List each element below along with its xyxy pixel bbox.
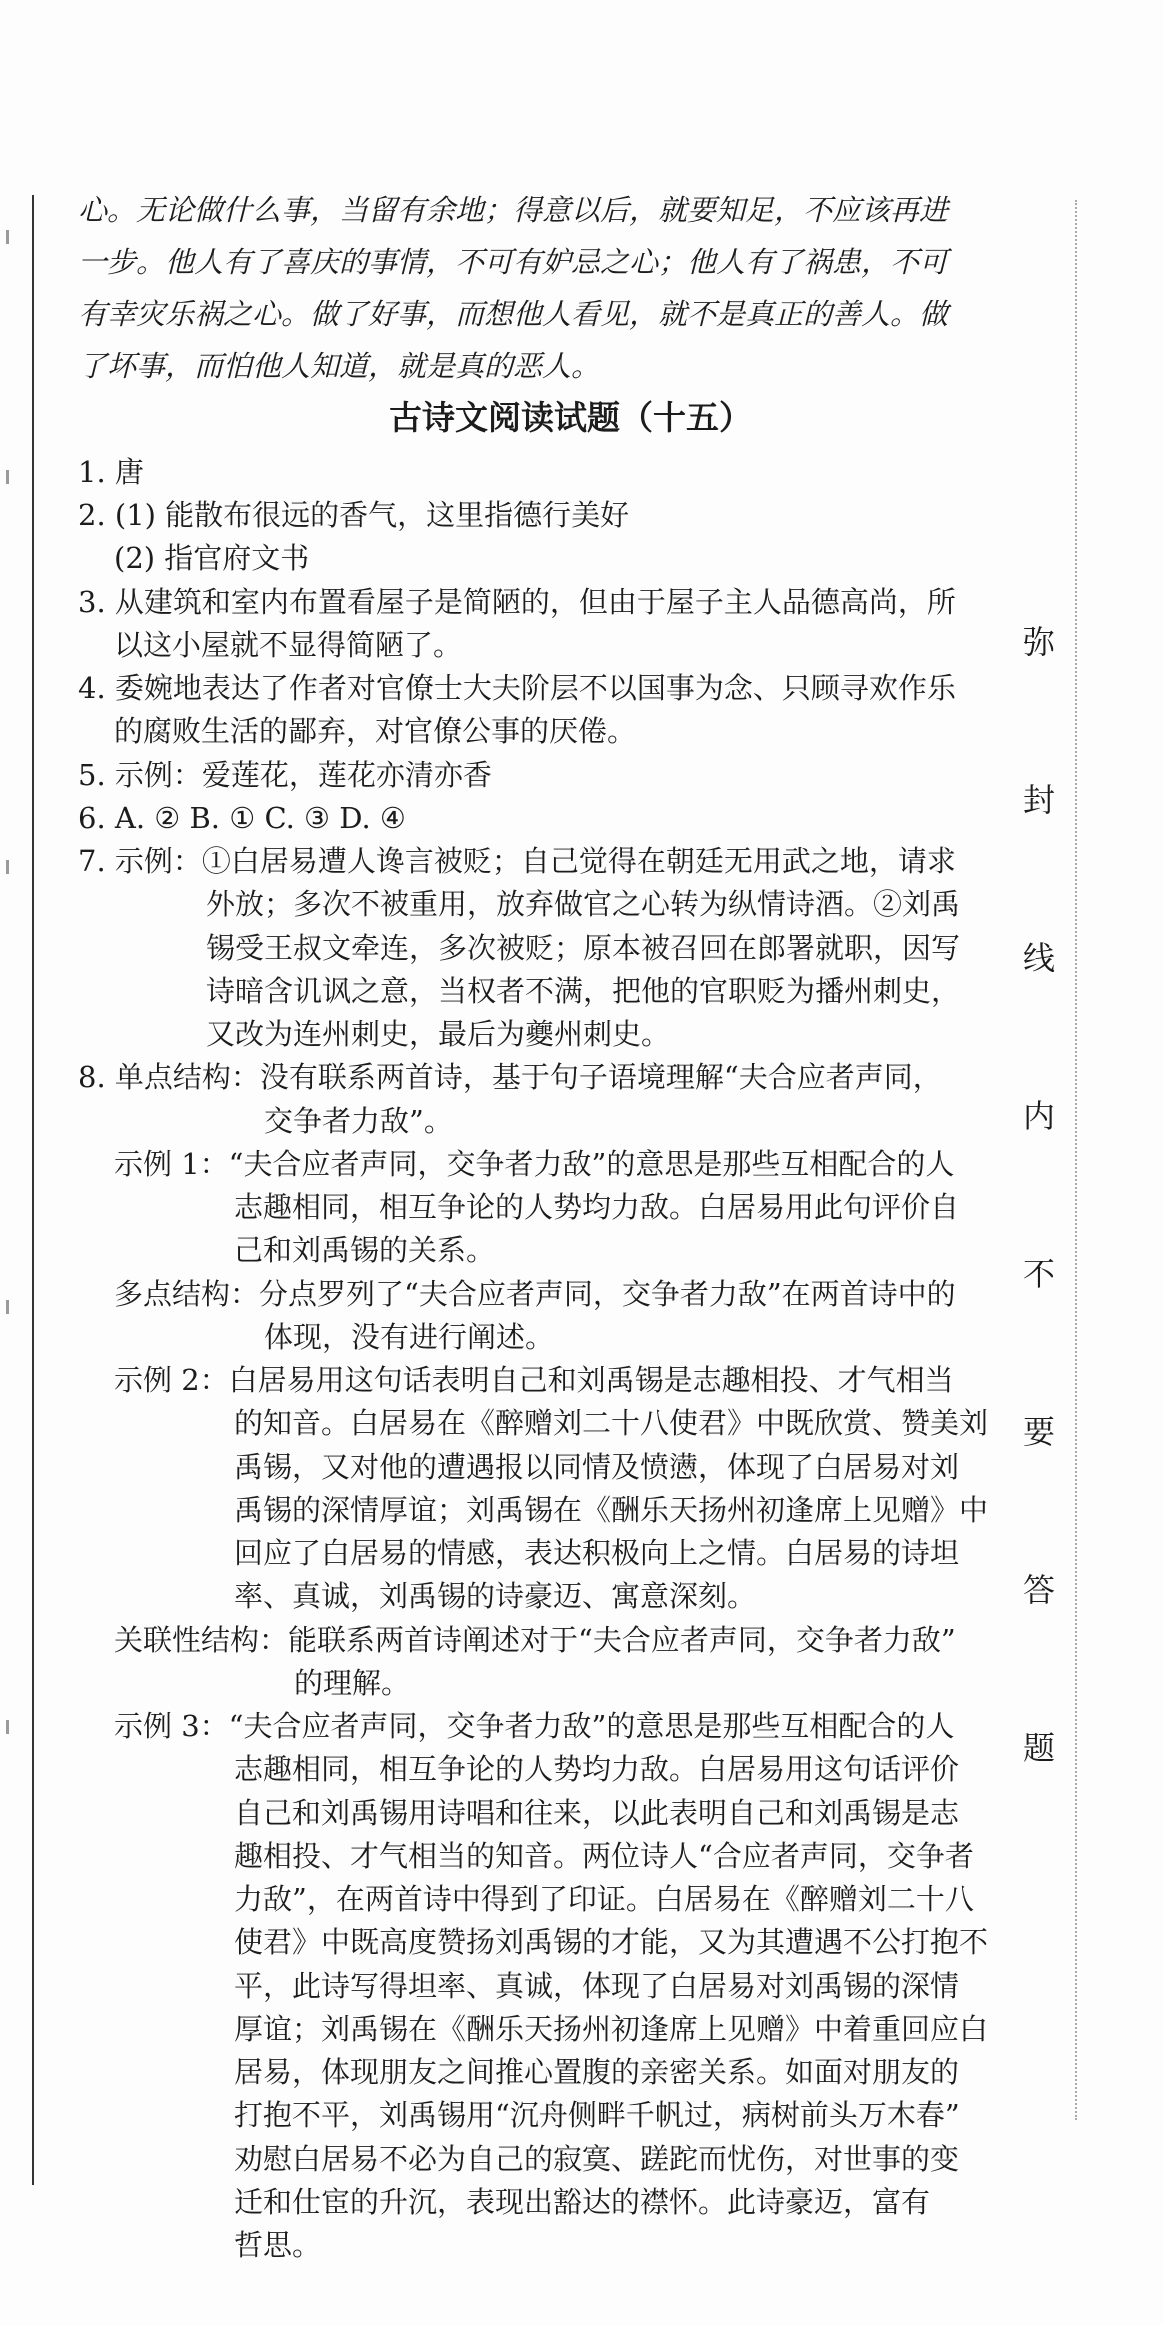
answer-line: 示例 2：白居易用这句话表明自己和刘禹锡是志趣相投、才气相当 [114, 1363, 954, 1398]
answer-line: 锡受王叔文牵连，多次被贬；原本被召回在郎署就职，因写 [206, 930, 961, 965]
seal-char: 题 [1022, 1729, 1055, 1767]
answer-line: 打抱不平，刘禹锡用“沉舟侧畔千帆过，病树前头万木春” [234, 2098, 960, 2133]
answer-line: 的腐败生活的鄙弃，对官僚公事的厌倦。 [114, 714, 637, 749]
answer-line: 志趣相同，相互争论的人势均力敌。白居易用这句话评价 [234, 1752, 960, 1787]
seal-char: 内 [1022, 1097, 1055, 1135]
answer-line: 体现，没有进行阐述。 [264, 1319, 555, 1354]
answer-line: 5. 示例：爱莲花，莲花亦清亦香 [78, 757, 492, 792]
answer-line: 又改为连州刺史，最后为夔州刺史。 [206, 1017, 671, 1052]
answer-line: 趣相投、才气相当的知音。两位诗人“合应者声同，交争者 [234, 1838, 974, 1873]
answer-line: 4. 委婉地表达了作者对官僚士大夫阶层不以国事为念、只顾寻欢作乐 [78, 671, 956, 706]
answer-line: 7. 示例：①白居易遭人谗言被贬；自己觉得在朝廷无用武之地，请求 [78, 844, 956, 879]
answer-line: 1. 唐 [78, 455, 144, 489]
answer-line: 诗暗含讥讽之意，当权者不满，把他的官职贬为播州刺史， [206, 973, 961, 1008]
answer-line: 自己和刘禹锡用诗唱和往来，以此表明自己和刘禹锡是志 [234, 1795, 960, 1830]
answer-line: 关联性结构：能联系两首诗阐述对于“夫合应者声同，交争者力敌” [114, 1622, 956, 1657]
answer-line: 8. 单点结构：没有联系两首诗，基于句子语境理解“夫合应者声同， [78, 1060, 942, 1095]
left-margin-tick [6, 230, 9, 244]
answer-line: 多点结构：分点罗列了“夫合应者声同，交争者力敌”在两首诗中的 [114, 1276, 956, 1311]
answer-line: 交争者力敌”。 [264, 1103, 453, 1138]
answer-line: 己和刘禹锡的关系。 [234, 1233, 496, 1268]
answer-line: (2) 指官府文书 [114, 541, 310, 576]
answer-line: 率、真诚，刘禹锡的诗豪迈、寓意深刻。 [234, 1579, 757, 1614]
answer-line: 回应了白居易的情感，表达积极向上之情。白居易的诗坦 [234, 1536, 960, 1571]
seal-char: 不 [1022, 1255, 1055, 1293]
left-margin-tick [6, 1720, 9, 1734]
seal-char: 答 [1022, 1571, 1055, 1609]
answer-line: 6. A. ② B. ① C. ③ D. ④ [78, 800, 406, 835]
answer-line: 迁和仕宦的升沉，表现出豁达的襟怀。此诗豪迈，富有 [234, 2184, 931, 2219]
answer-line: 力敌”，在两首诗中得到了印证。白居易在《醉赠刘二十八 [234, 1882, 974, 1917]
seal-char: 弥 [1022, 623, 1055, 661]
answer-line: 志趣相同，相互争论的人势均力敌。白居易用此句评价自 [234, 1190, 960, 1225]
left-margin-tick [6, 470, 9, 484]
seal-char: 封 [1022, 781, 1055, 819]
seal-char: 线 [1022, 939, 1055, 977]
text-line: 有幸灾乐祸之心。做了好事，而想他人看见，就不是真正的善人。做 [78, 297, 949, 331]
answer-line: 平，此诗写得坦率、真诚，体现了白居易对刘禹锡的深情 [234, 1968, 960, 2003]
answer-line: 以这小屋就不显得简陋了。 [114, 627, 463, 662]
text-line: 了坏事，而怕他人知道，就是真的恶人。 [78, 349, 601, 383]
text-line: 一步。他人有了喜庆的事情，不可有妒忌之心；他人有了祸患，不可 [78, 245, 949, 279]
answer-line: 禹锡的深情厚谊；刘禹锡在《酬乐天扬州初逢席上见赠》中 [234, 1492, 989, 1527]
left-margin-rule [32, 195, 34, 2185]
answer-line: 示例 3：“夫合应者声同，交争者力敌”的意思是那些互相配合的人 [114, 1709, 955, 1744]
answer-line: 2. (1) 能散布很远的香气，这里指德行美好 [78, 498, 630, 533]
answer-line: 的知音。白居易在《醉赠刘二十八使君》中既欣赏、赞美刘 [234, 1406, 989, 1441]
answer-line: 厚谊；刘禹锡在《酬乐天扬州初逢席上见赠》中着重回应白 [234, 2011, 989, 2046]
answer-line: 哲思。 [234, 2228, 322, 2262]
answer-line: 居易，体现朋友之间推心置腹的亲密关系。如面对朋友的 [234, 2055, 960, 2090]
left-margin-tick [6, 860, 9, 874]
answer-line: 示例 1：“夫合应者声同，交争者力敌”的意思是那些互相配合的人 [114, 1146, 955, 1181]
answer-line: 外放；多次不被重用，放弃做官之心转为纵情诗酒。②刘禹 [206, 887, 961, 922]
answer-line: 3. 从建筑和室内布置看屋子是简陋的，但由于屋子主人品德高尚，所 [78, 584, 956, 619]
answer-line: 禹锡，又对他的遭遇报以同情及愤懑，体现了白居易对刘 [234, 1449, 960, 1484]
left-margin-tick [6, 1300, 9, 1314]
answer-line: 劝慰白居易不必为自己的寂寞、蹉跎而忧伤，对世事的变 [234, 2141, 960, 2176]
answer-line: 的理解。 [294, 1665, 411, 1700]
seal-char: 要 [1022, 1413, 1055, 1451]
answer-line: 使君》中既高度赞扬刘禹锡的才能，又为其遭遇不公打抱不 [234, 1925, 989, 1960]
text-line: 心。无论做什么事，当留有余地；得意以后，就要知足，不应该再进 [78, 193, 949, 227]
section-title: 古诗文阅读试题（十五） [389, 398, 752, 437]
seal-dashed-line [1075, 200, 1077, 2120]
